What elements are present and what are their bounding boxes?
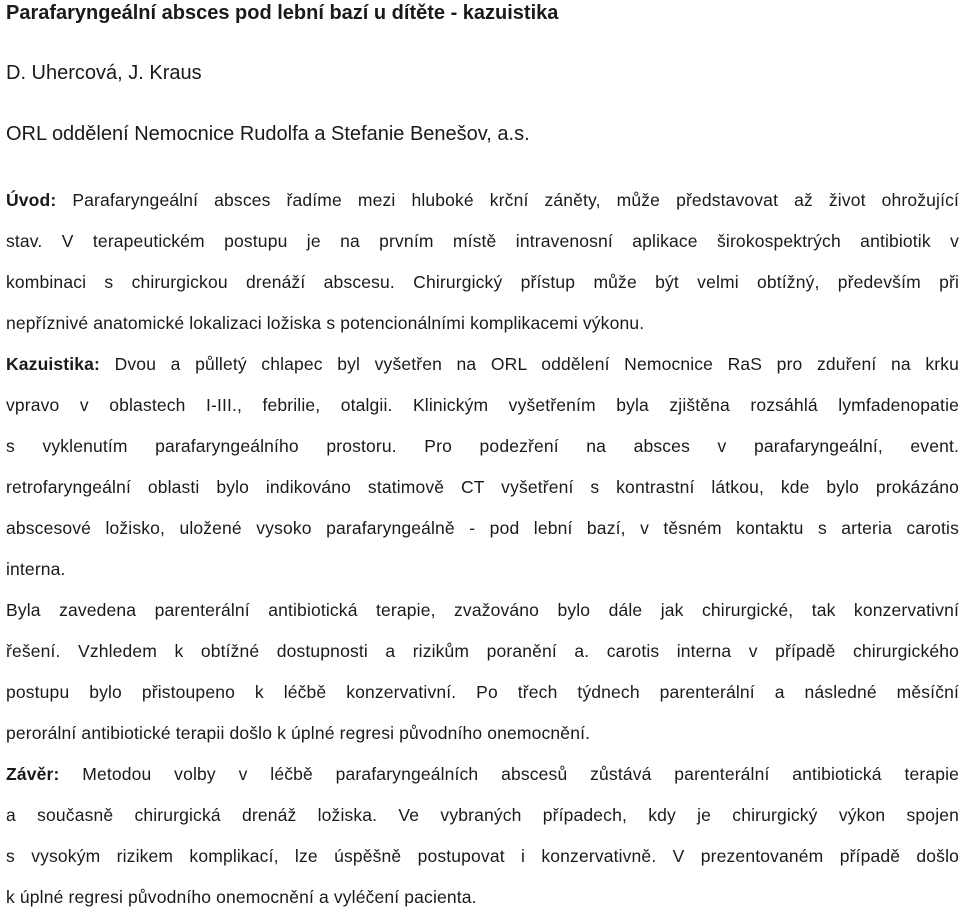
zaver-text-1: Metodou volby v léčbě parafaryngeálních abscesů zůstává parenterální antibiotická terapie [59, 764, 959, 784]
affiliation-line: ORL oddělení Nemocnice Rudolfa a Stefanie Benešov, a.s. [6, 123, 530, 145]
uvod-line-4: nepříznivé anatomické lokalizaci ložiska s potencionálními komplikacemi výkonu. [6, 313, 645, 333]
abstract-body [6, 180, 959, 918]
kazuistika-line-2: vpravo v oblastech I-III., febrilie, otalgii. Klinickým vyšetřením byla zjištěna rozsáhlá lymfadenopatie [6, 395, 959, 415]
kazuistika-line-3: s vyklenutím parafaryngeálního prostoru. Pro podezření na absces v parafaryngeální, event. [6, 436, 959, 456]
kazuistika-line-1 [6, 344, 959, 385]
uvod-line-2: stav. V terapeutickém postupu je na prvním místě intravenosní aplikace širokospektrých antibiotik v [6, 231, 959, 251]
zaver-line-2: a současně chirurgická drenáž ložiska. Ve vybraných případech, kdy je chirurgický výkon spojen [6, 805, 959, 825]
kazuistika-line-9: postupu bylo přistoupeno k léčbě konzervativní. Po třech týdnech parenterální a následné měsíční [6, 682, 959, 702]
kazuistika-line-5: abscesové ložisko, uložené vysoko parafaryngeálně - pod lební bazí, v těsném kontaktu s arteria carotis [6, 518, 959, 538]
document-page [6, 0, 959, 918]
authors-line: D. Uhercová, J. Kraus [6, 62, 202, 84]
zaver-line-4: k úplné regresi původního onemocnění a vyléčení pacienta. [6, 887, 477, 907]
kazuistika-line-8: řešení. Vzhledem k obtížné dostupnosti a rizikům poranění a. carotis interna v případě chirurgického [6, 641, 959, 661]
document-title: Parafaryngeální absces pod lební bazí u dítěte - kazuistika [6, 2, 559, 24]
zaver-label: Závěr: [6, 764, 60, 784]
kazuistika-line-4: retrofaryngeální oblasti bylo indikováno statimově CT vyšetření s kontrastní látkou, kde bylo prokázáno [6, 477, 959, 497]
kazuistika-line-10: perorální antibiotické terapii došlo k úplné regresi původního onemocnění. [6, 723, 591, 743]
kazuistika-line-7: Byla zavedena parenterální antibiotická terapie, zvažováno bylo dále jak chirurgické, tak konzervativní [6, 600, 959, 620]
kazuistika-text-1: Dvou a půlletý chlapec byl vyšetřen na ORL oddělení Nemocnice RaS pro zduření na krku [100, 354, 959, 374]
uvod-line-1 [6, 180, 959, 221]
uvod-text-1: Parafaryngeální absces řadíme mezi hluboké krční záněty, může představovat až život ohrožující [56, 190, 959, 210]
kazuistika-line-6: interna. [6, 559, 66, 579]
kazuistika-label: Kazuistika: [6, 354, 101, 374]
uvod-label: Úvod: [6, 190, 57, 210]
zaver-line-1 [6, 754, 959, 795]
zaver-line-3: s vysokým rizikem komplikací, lze úspěšně postupovat i konzervativně. V prezentovaném případě došlo [6, 846, 959, 866]
uvod-line-3: kombinaci s chirurgickou drenáží abscesu. Chirurgický přístup může být velmi obtížný, především při [6, 272, 959, 292]
